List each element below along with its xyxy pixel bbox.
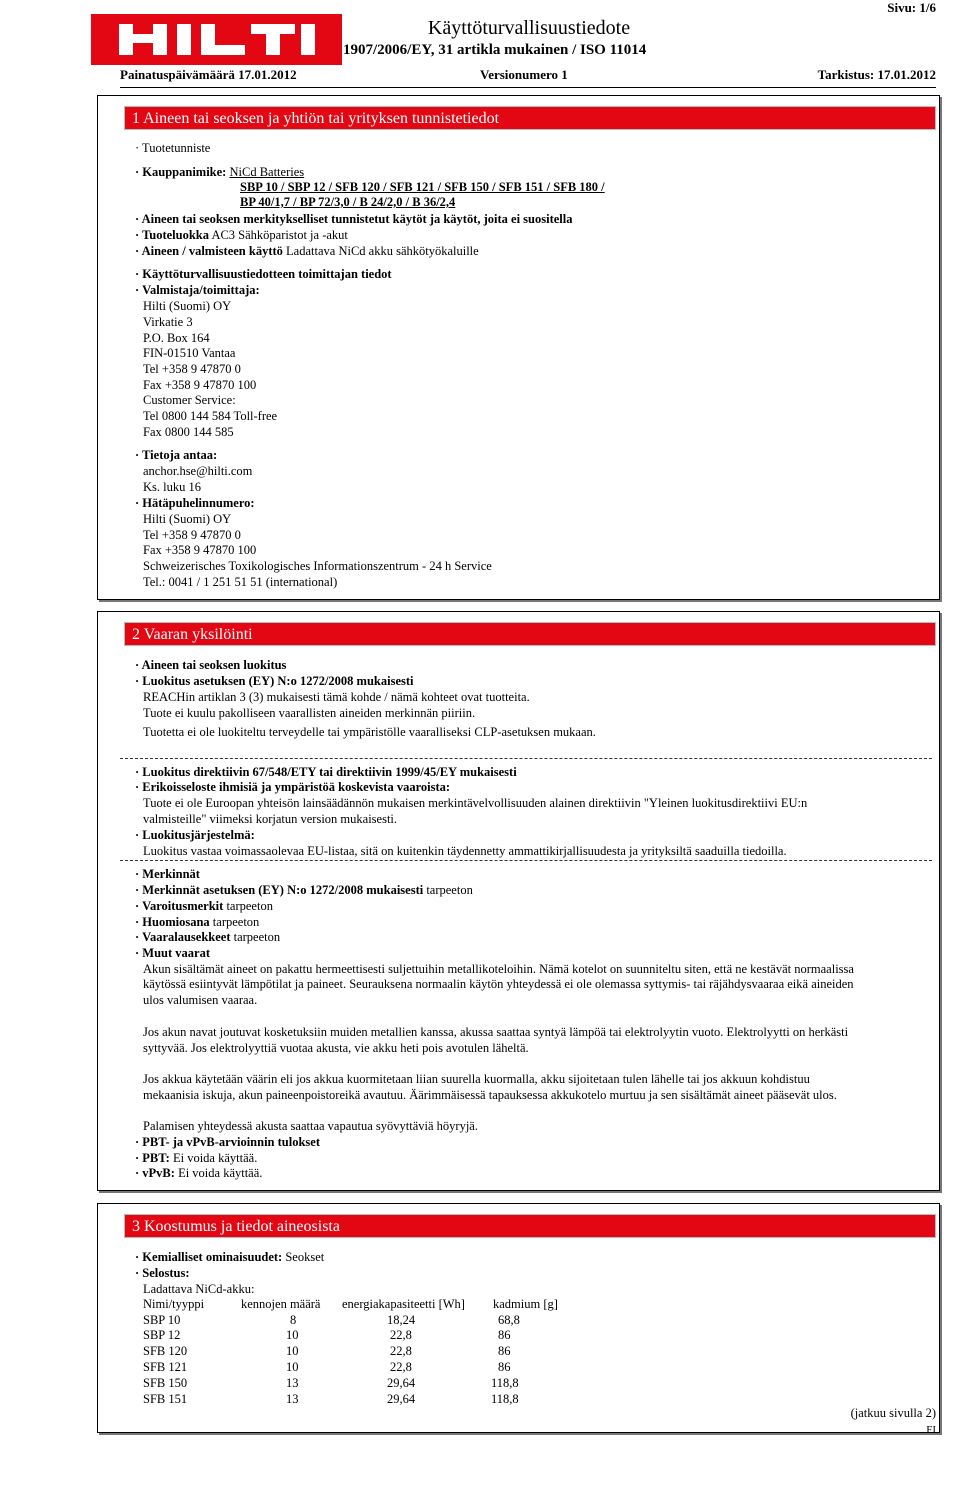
info-label: · Tietoja antaa:	[135, 448, 218, 462]
table-cell: 118,8	[491, 1392, 519, 1406]
labels-heading: · Merkinnät	[135, 867, 200, 881]
hilti-logo	[91, 14, 342, 65]
column-header: kadmium [g]	[493, 1297, 558, 1311]
page-number: Sivu: 1/6	[887, 0, 936, 15]
directive-classification-label: · Luokitus direktiivin 67/548/ETY tai direktiivin 1999/45/EY mukaisesti	[135, 765, 517, 779]
dashed-separator	[120, 758, 932, 759]
hilti-logo-mark	[91, 14, 342, 65]
section-2-title: 2 Vaaran yksilöinti	[124, 622, 936, 646]
address-line: Hilti (Suomi) OY	[143, 299, 232, 313]
document-title: Käyttöturvallisuustiedote	[427, 17, 631, 39]
meta-row	[120, 67, 936, 85]
document-subtitle: 1907/2006/EY, 31 artikla mukainen / ISO 11014	[343, 42, 647, 58]
hazards-text: Tuote ei ole Euroopan yhteisön lainsäädännön mukaisen merkintävelvollisuuden alainen direktiivin "Yleinen luokitusdirektiivi EU:n	[143, 796, 808, 810]
pbt-heading: · PBT- ja vPvB-arvioinnin tulokset	[135, 1135, 320, 1149]
chemical-characterisation: · Kemialliset ominaisuudet: Seokset	[135, 1250, 325, 1264]
models-line-2: BP 40/1,7 / BP 72/3,0 / B 24/2,0 / B 36/2,4	[240, 195, 456, 209]
table-cell: 10	[286, 1344, 299, 1358]
table-cell: SBP 10	[143, 1313, 181, 1327]
info-reference: Ks. luku 16	[143, 480, 201, 494]
address-line: P.O. Box 164	[143, 331, 210, 345]
other-hazards-text: käytössä esiintyvät lämpötilat ja paineet. Seurauksena normaalin käytön yhteydessä ei ole olemassa syttymis- tai räjähdysvaaraa eikä aineiden	[143, 977, 854, 991]
models-line-1: SBP 10 / SBP 12 / SFB 120 / SFB 121 / SFB 150 / SFB 151 / SFB 180 /	[240, 180, 605, 194]
table-cell: 10	[286, 1328, 299, 1342]
hazards-text: valmisteille" viimeksi korjatun version mukaisesti.	[143, 812, 398, 826]
table-cell: 22,8	[390, 1344, 412, 1358]
other-hazards-text: syttyvää. Jos elektrolyyttiä vuotaa akusta, vie akku heti pois avotulen läheltä.	[143, 1041, 529, 1055]
other-hazards-text: Palamisen yhteydessä akusta saattaa vapautua syövyttäviä höyryjä.	[143, 1119, 478, 1133]
emergency-line: Schweizerisches Toxikologisches Informationszentrum - 24 h Service	[143, 559, 492, 573]
table-cell: 18,24	[387, 1313, 416, 1327]
clp-classification-label: · Luokitus asetuksen (EY) N:o 1272/2008 mukaisesti	[135, 674, 414, 688]
table-cell: SBP 12	[143, 1328, 181, 1342]
column-header: Nimi/tyyppi	[143, 1297, 205, 1311]
table-cell: 86	[498, 1328, 511, 1342]
table-cell: 13	[286, 1392, 299, 1406]
table-cell: 13	[286, 1376, 299, 1390]
table-cell: 29,64	[387, 1376, 416, 1390]
table-cell: 86	[498, 1360, 511, 1374]
table-cell: 22,8	[390, 1328, 412, 1342]
other-hazards-text: Akun sisältämät aineet on pakattu hermeettisesti suljettuihin metallikoteloihin. Nämä kotelot on suunniteltu siten, että ne kestävät normaalissa	[143, 962, 854, 976]
relevant-uses: · Aineen tai seoksen merkitykselliset tunnistetut käytöt ja käytöt, joita ei suositella	[135, 212, 573, 226]
column-header: energiakapasiteetti [Wh]	[342, 1297, 465, 1311]
pictograms: · Varoitusmerkit tarpeeton	[135, 899, 273, 913]
emergency-line: Fax +358 9 47870 100	[143, 543, 257, 557]
address-line: Fax 0800 144 585	[143, 425, 234, 439]
product-use: · Aineen / valmisteen käyttö Ladattava NiCd akku sähkötyökaluille	[135, 244, 479, 258]
trade-name: NiCd Batteries	[229, 165, 305, 179]
info-email[interactable]: anchor.hse@hilti.com	[143, 464, 253, 478]
address-line: Virkatie 3	[143, 315, 193, 329]
other-hazards-label: · Muut vaarat	[135, 946, 210, 960]
revision-date: Tarkistus: 17.01.2012	[817, 67, 936, 82]
product-category: · Tuoteluokka AC3 Sähköparistot ja -akut	[135, 228, 348, 242]
hazard-statements: · Vaaralausekkeet tarpeeton	[135, 930, 281, 944]
header-rule	[120, 87, 936, 88]
table-cell: SFB 151	[143, 1392, 188, 1406]
column-header: kennojen määrä	[241, 1297, 321, 1311]
table-cell: SFB 121	[143, 1360, 188, 1374]
hazards-label: · Erikoisseloste ihmisiä ja ympäristöä koskevista vaaroista:	[135, 780, 451, 794]
emergency-line: Tel.: 0041 / 1 251 51 51 (international)	[143, 575, 338, 589]
trade-name-label: · Kauppanimike: NiCd Batteries	[135, 165, 305, 179]
other-hazards-text: Jos akkua käytetään väärin eli jos akkua kuormitetaan liian suurella kuormalla, akku sijoitetaan tulen lähelle tai jos akkuun kohdistuu	[143, 1072, 810, 1086]
vpvb-result: · vPvB: Ei voida käyttää.	[135, 1166, 263, 1180]
table-cell: 29,64	[387, 1392, 416, 1406]
product-identifier: · Tuotetunniste	[135, 141, 211, 155]
section-1-title: 1 Aineen tai seoksen ja yhtiön tai yrityksen tunnistetiedot	[124, 106, 936, 130]
clp-text: Tuote ei kuulu pakolliseen vaarallisten aineiden merkinnän piiriin.	[143, 706, 476, 720]
table-cell: SFB 120	[143, 1344, 188, 1358]
supplier-heading: · Käyttöturvallisuustiedotteen toimittajan tiedot	[135, 267, 392, 281]
table-cell: SFB 150	[143, 1376, 188, 1390]
table-cell: 8	[290, 1313, 297, 1327]
continued-note: (jatkuu sivulla 2)	[850, 1406, 936, 1420]
pbt-result: · PBT: Ei voida käyttää.	[135, 1151, 258, 1165]
other-hazards-text: Jos akun navat joutuvat kosketuksiin muiden metallien kanssa, akussa saattaa syntyä lämpöä tai elektrolyytin vuoto. Elektrolyytti on herkästi	[143, 1025, 849, 1039]
emergency-line: Tel +358 9 47870 0	[143, 528, 241, 542]
address-line: FIN-01510 Vantaa	[143, 346, 236, 360]
version-number: Versionumero 1	[480, 67, 568, 82]
table-cell: 10	[286, 1360, 299, 1374]
other-hazards-text: ulos valumisen vaaraa.	[143, 993, 258, 1007]
signal-word: · Huomiosana tarpeeton	[135, 915, 260, 929]
table-cell: 22,8	[390, 1360, 412, 1374]
description-text: Ladattava NiCd-akku:	[143, 1282, 255, 1296]
emergency-label: · Hätäpuhelinnumero:	[135, 496, 255, 510]
address-line: Customer Service:	[143, 393, 236, 407]
print-date: Painatuspäivämäärä 17.01.2012	[120, 67, 297, 82]
table-cell: 86	[498, 1344, 511, 1358]
clp-text: REACHin artiklan 3 (3) mukaisesti tämä kohde / nämä kohteet ovat tuotteita.	[143, 690, 530, 704]
description-label: · Selostus:	[135, 1266, 190, 1280]
classification-heading: · Aineen tai seoksen luokitus	[135, 658, 287, 672]
classification-system-label: · Luokitusjärjestelmä:	[135, 828, 255, 842]
table-cell: 118,8	[491, 1376, 519, 1390]
table-cell: 68,8	[498, 1313, 520, 1327]
address-line: Tel 0800 144 584 Toll-free	[143, 409, 278, 423]
other-hazards-text: mekaanisia iskuja, akun paineenpoistoreikä avautuu. Äärimmäisessä tapauksessa akkukotelo murtuu ja sen sisältämät aineet pääsevät ulos.	[143, 1088, 837, 1102]
dashed-separator	[120, 860, 932, 861]
manufacturer-label: · Valmistaja/toimittaja:	[135, 283, 260, 297]
language-code: FI	[926, 1424, 936, 1436]
section-3-title: 3 Koostumus ja tiedot aineosista	[124, 1214, 936, 1238]
emergency-line: Hilti (Suomi) OY	[143, 512, 232, 526]
labels-clp: · Merkinnät asetuksen (EY) N:o 1272/2008 mukaisesti tarpeeton	[135, 883, 473, 897]
classification-system-text: Luokitus vastaa voimassaolevaa EU-listaa, sitä on kuitenkin täydennetty ammattikirjallisuudesta ja yrityksiltä saaduilla tiedoilla.	[143, 844, 787, 858]
address-line: Tel +358 9 47870 0	[143, 362, 241, 376]
clp-text: Tuotetta ei ole luokiteltu terveydelle tai ympäristölle vaaralliseksi CLP-asetuksen mukaan.	[143, 725, 596, 739]
address-line: Fax +358 9 47870 100	[143, 378, 257, 392]
